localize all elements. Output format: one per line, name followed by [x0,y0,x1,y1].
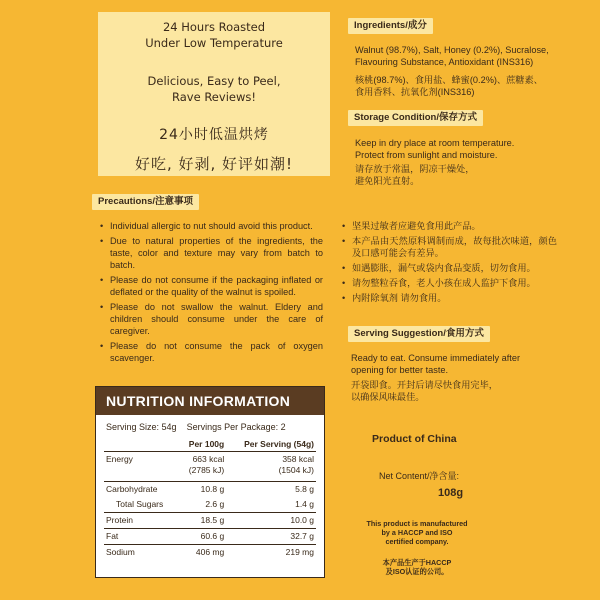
storage-header: Storage Condition/保存方式 [348,110,483,126]
storage-en-line: Protect from sunlight and moisture. [355,150,498,160]
precautions-list-zh [342,220,557,307]
precaution-item: • Please do not swallow the walnut. Eldery and children should consume under the care of caregiver. [100,301,323,337]
serving-en-line: Ready to eat. Consume immediately after [351,353,521,363]
precaution-item: • Please do not consume the pack of oxygen scavenger. [100,340,323,364]
table-row [104,482,316,498]
storage-zh-line: 请存放于常温，阴凉干燥处， [355,164,475,174]
servings-per-package: Servings Per Package: 2 [186,422,286,432]
net-content-value: 108g [438,487,464,499]
nutrient-name: Carbohydrate [104,482,178,498]
table-row [104,513,316,529]
serving-header: Serving Suggestion/食用方式 [348,326,490,342]
nutrient-name: Fat [104,529,178,545]
nutrient-value: 1.4 g [295,499,314,509]
serving-zh-line: 开袋即食。开封后请尽快食用完毕， [351,380,498,390]
nutrient-value: 2.6 g [205,499,225,509]
precaution-item: • Please do not consume if the packaging inflated or deflated or the quality of the walnut is spoiled. [100,274,323,298]
nutrient-name: Energy [104,452,178,482]
nutrient-value: 10.8 g [178,482,226,498]
nutrient-name: Protein [104,513,178,529]
nutrient-value: 358 kcal (1504 kJ) [226,452,316,482]
nutrition-table [104,437,316,560]
storage-text [355,137,514,187]
precaution-item-zh: • 如遇膨胀，漏气或袋内食品变质，切勿食用。 [342,262,557,274]
nutrition-panel [95,386,325,578]
table-row [104,497,316,513]
promo-line: Delicious, Easy to Peel, [147,74,281,88]
precaution-item: • Due to natural properties of the ingredients, the taste, color and texture may vary from batch to batch. [100,235,323,271]
ingredients-header: Ingredients/成分 [348,18,433,34]
net-content-label: Net Content/净含量: [379,471,460,481]
promo-line-zh: 24小时低温烘烤 [159,127,269,143]
nutrient-value: 5.8 g [226,482,316,498]
ingredients-text [355,44,549,98]
serving-zh-line: 以确保风味最佳。 [351,392,425,402]
promo-slogan-zh: 好吃, 好剥, 好评如潮! [134,155,294,173]
col-header-per-100g: Per 100g [178,437,226,452]
table-row [104,545,316,561]
nutrient-value: 10.0 g [226,513,316,529]
nutrient-value: 18.5 g [178,513,226,529]
precaution-item-zh: • 坚果过敏者应避免食用此产品。 [342,220,557,232]
table-row [104,529,316,545]
storage-zh-line: 避免阳光直射。 [355,176,420,186]
nutrient-value: 406 mg [178,545,226,561]
precautions-list-en [100,220,323,367]
haccp-zh: 本产品生产于HACCP 及ISO认证的公司。 [382,558,452,576]
precaution-item: • Individual allergic to nut should avoid this product. [100,220,323,232]
nutrient-name: Sodium [104,545,178,561]
ingredients-en-line: Flavouring Substance, Antioxidant (INS316) [355,57,534,67]
nutrient-value: 32.7 g [226,529,316,545]
ingredients-zh-line: 食用香料、抗氧化剂(INS316) [355,87,475,97]
precautions-header: Precautions/注意事项 [92,194,199,210]
serving-text [351,352,520,403]
col-header-per-serving: Per Serving (54g) [226,437,316,452]
ingredients-zh-line: 核桃(98.7%)、食用盐、蜂蜜(0.2%)、蔗糖素、 [355,75,543,85]
promo-line: Under Low Temperature [145,36,283,50]
precaution-item-zh: • 内附除氧剂 请勿食用。 [342,292,557,304]
precaution-item-zh: • 请勿整粒吞食，老人小孩在成人监护下食用。 [342,277,557,289]
serving-en-line: opening for better taste. [351,365,449,375]
nutrient-value: 60.6 g [178,529,226,545]
precaution-item-zh: • 本产品由天然原料调制而成，故每批次味道，颜色及口感可能会有差异。 [342,235,557,259]
haccp-en: This product is manufactured by a HACCP and ISO certified company. [366,519,468,546]
nutrition-title: NUTRITION INFORMATION [96,387,324,415]
ingredients-en-line: Walnut (98.7%), Salt, Honey (0.2%), Sucralose, [355,45,549,55]
product-of: Product of China [372,433,457,445]
promo-line: Rave Reviews! [172,90,256,104]
promo-box [98,12,330,176]
serving-size: Serving Size: 54g [106,422,177,432]
promo-line: 24 Hours Roasted [162,20,266,34]
storage-en-line: Keep in dry place at room temperature. [355,138,515,148]
nutrient-value: 663 kcal (2785 kJ) [178,452,226,482]
nutrition-serving-info [106,421,286,433]
nutrient-value: 219 mg [226,545,316,561]
table-row [104,452,316,482]
nutrient-name: Total Sugars [116,499,164,509]
